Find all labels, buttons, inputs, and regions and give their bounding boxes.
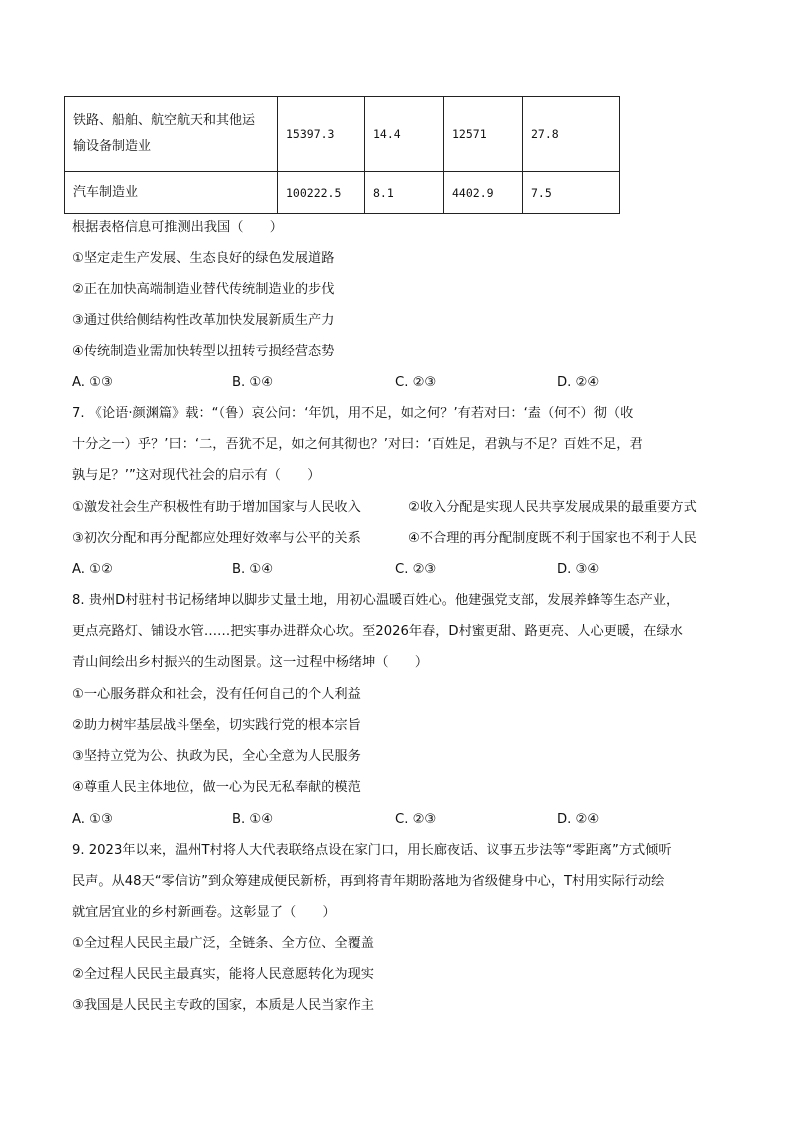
- q8-item: ②助力树牢基层战斗堡垒，切实践行党的根本宗旨: [72, 718, 361, 733]
- q7-item: ③初次分配和再分配都应处理好效率与公平的关系: [72, 531, 361, 546]
- industry-data-table: [64, 96, 620, 214]
- option-d[interactable]: D. ③④: [557, 562, 600, 577]
- industry-name-line: 铁路、船舶、航空航天和其他运: [73, 113, 256, 128]
- option-d[interactable]: D. ②④: [557, 375, 600, 390]
- q7-item: ④不合理的再分配制度既不利于国家也不利于人民: [408, 531, 697, 546]
- q6-item: ③通过供给侧结构性改革加快发展新质生产力: [72, 313, 335, 328]
- table-cell-industry: [65, 97, 278, 172]
- q7-item: ①激发社会生产积极性有助于增加国家与人民收入: [72, 500, 361, 515]
- option-c[interactable]: C. ②③: [395, 562, 437, 577]
- table-cell: 100222.5: [278, 172, 365, 214]
- q8-item: ③坚持立党为公、执政为民，全心全意为人民服务: [72, 749, 361, 764]
- q7-stem-line: 十分之一）乎？’曰：‘二，吾犹不足，如之何其彻也？’对曰：‘百姓足，君孰与不足？百姓不足，君: [72, 437, 643, 452]
- table-cell: 4402.9: [444, 172, 523, 214]
- q6-item: ④传统制造业需加快转型以扭转亏损经营态势: [72, 344, 335, 359]
- option-c[interactable]: C. ②③: [395, 375, 437, 390]
- q7-item-pair: [72, 529, 732, 549]
- table-cell: 7.5: [523, 172, 620, 214]
- q6-item: ②正在加快高端制造业替代传统制造业的步伐: [72, 282, 335, 297]
- option-c[interactable]: C. ②③: [395, 812, 437, 827]
- option-b[interactable]: B. ①④: [232, 562, 274, 577]
- q7-stem-line: 7. 《论语·颜渊篇》载：“（鲁）哀公问：‘年饥，用不足，如之何？’有若对曰：‘盍（何不）彻（收: [72, 406, 634, 421]
- table-row: [65, 172, 620, 214]
- industry-name-line: 输设备制造业: [73, 139, 152, 154]
- q8-options: [72, 810, 732, 830]
- q6-options: [72, 373, 732, 393]
- q9-item: ②全过程人民民主最真实，能将人民意愿转化为现实: [72, 967, 374, 982]
- q8-stem-line: 更点亮路灯、铺设水管……把实事办进群众心坎。至2026年春，D村蜜更甜、路更亮、人心更暖，在绿水: [72, 624, 683, 639]
- q6-stem: 根据表格信息可推测出我国（ ）: [72, 220, 283, 235]
- q8-stem-line: 8. 贵州D村驻村书记杨绪坤以脚步丈量土地，用初心温暖百姓心。他建强党支部，发展养蜂等生态产业，: [72, 593, 680, 608]
- table-cell: 27.8: [523, 97, 620, 172]
- q7-item-pair: [72, 498, 732, 518]
- q9-stem-line: 就宜居宜业的乡村新画卷。这彰显了（ ）: [72, 905, 336, 920]
- table-row: [65, 97, 620, 172]
- option-b[interactable]: B. ①④: [232, 375, 274, 390]
- q8-stem-line: 青山间绘出乡村振兴的生动图景。这一过程中杨绪坤（ ）: [72, 655, 429, 670]
- table-cell: 12571: [444, 97, 523, 172]
- q9-stem-line: 9. 2023年以来，温州T村将人大代表联络点设在家门口，用长廊夜话、议事五步法等“零距离”方式倾听: [72, 843, 672, 858]
- q8-item: ①一心服务群众和社会，没有任何自己的个人利益: [72, 687, 361, 702]
- q9-stem-line: 民声。从48天“零信访”到众筹建成便民新桥，再到将青年期盼落地为省级健身中心，T村用实际行动绘: [72, 874, 665, 889]
- table-cell: 8.1: [365, 172, 444, 214]
- table-cell: 14.4: [365, 97, 444, 172]
- q7-options: [72, 560, 732, 580]
- option-a[interactable]: A. ①②: [72, 562, 113, 577]
- q9-item: ①全过程人民民主最广泛，全链条、全方位、全覆盖: [72, 936, 374, 951]
- table-cell: 15397.3: [278, 97, 365, 172]
- q8-item: ④尊重人民主体地位，做一心为民无私奉献的模范: [72, 780, 361, 795]
- q7-stem-line: 孰与足？’”这对现代社会的启示有（ ）: [72, 468, 321, 483]
- table-cell-industry: 汽车制造业: [65, 172, 278, 214]
- option-d[interactable]: D. ②④: [557, 812, 600, 827]
- q6-item: ①坚定走生产发展、生态良好的绿色发展道路: [72, 251, 335, 266]
- option-a[interactable]: A. ①③: [72, 375, 113, 390]
- q9-item: ③我国是人民民主专政的国家，本质是人民当家作主: [72, 998, 374, 1013]
- q7-item: ②收入分配是实现人民共享发展成果的最重要方式: [408, 500, 697, 515]
- option-a[interactable]: A. ①③: [72, 812, 113, 827]
- option-b[interactable]: B. ①④: [232, 812, 274, 827]
